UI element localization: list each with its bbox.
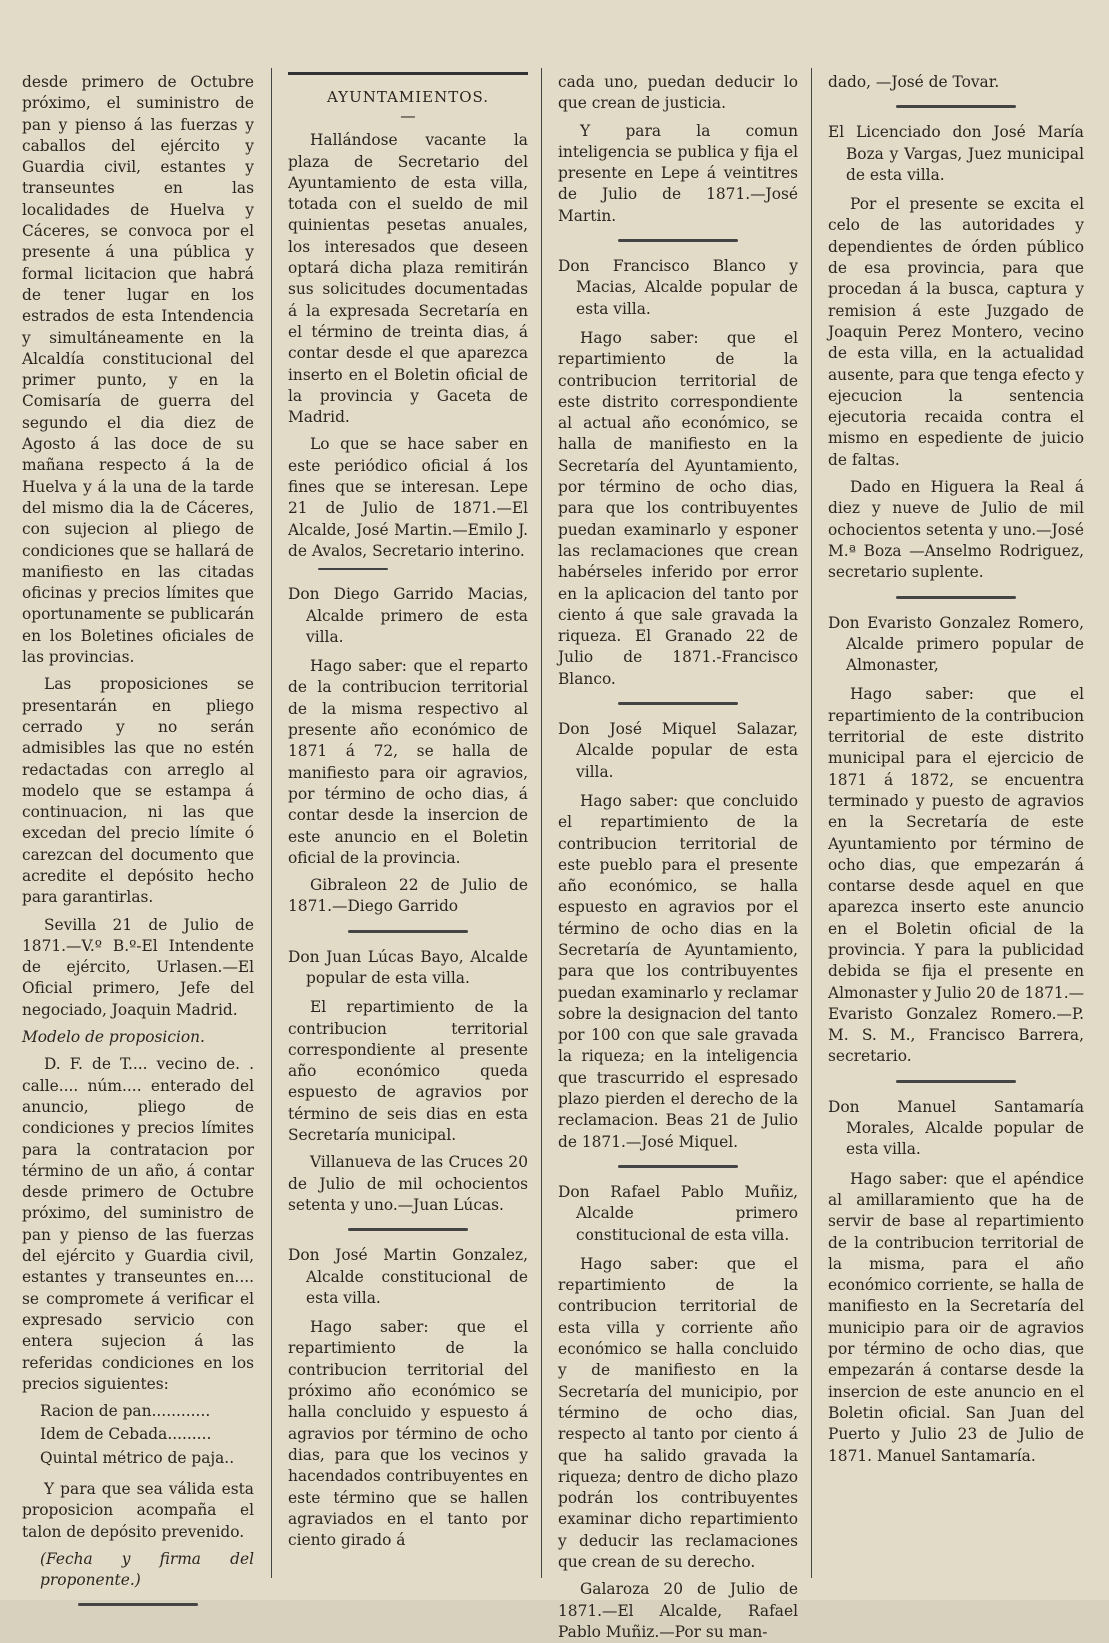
separator-rule bbox=[618, 239, 738, 242]
paragraph: Lo que se hace saber en este periódico oficial á los fines que se interesan. Lepe 21 de Julio de 1871.—El Alcalde, José Martin.—Emilo J. de Avalos, Secretario interino. bbox=[288, 435, 528, 560]
column-1 bbox=[22, 72, 254, 1590]
column-3 bbox=[558, 72, 798, 1641]
column-4 bbox=[828, 72, 1084, 1572]
notice-header: Don Rafael Pablo Muñiz, Alcalde primero constitucional de esta villa. bbox=[558, 1182, 798, 1244]
separator-rule bbox=[896, 105, 1016, 108]
notice-header: Don José Miquel Salazar, Alcalde popular de esta villa. bbox=[558, 720, 798, 781]
paragraph: Las proposiciones se presentarán en pliego cerrado y no serán admisibles las que no estén redactadas con arreglo al modelo que se estampa á continuacion, ni las que excedan del precio límite ó carezcan del documento que acredite el depósito hecho para garantirlas. bbox=[22, 675, 254, 907]
paragraph: Gibraleon 22 de Julio de 1871.—Diego Garrido bbox=[288, 876, 528, 916]
top-rule bbox=[288, 72, 528, 75]
notice-header: Don Evaristo Gonzalez Romero, Alcalde primero popular de Almonaster, bbox=[828, 613, 1084, 675]
separator-rule bbox=[318, 568, 388, 570]
separator-rule bbox=[348, 930, 468, 933]
paragraph: Villanueva de las Cruces 20 de Julio de mil ochocientos setenta y uno.—Juan Lúcas. bbox=[288, 1153, 528, 1214]
notice-header: El Licenciado don José María Boza y Vargas, Juez municipal de esta villa. bbox=[828, 123, 1084, 184]
paragraph: Hallándose vacante la plaza de Secretario del Ayuntamiento de esta villa, totada con el sueldo de mil quinientas pesetas anuales, los interesados que deseen optará dicha plaza remitirán sus solicitudes documentadas á la expresada Secretaría en el término de treinta dias, á contar desde el que aparezca inserto en el Boletin oficial de la provincia y Gaceta de Madrid. bbox=[288, 131, 528, 427]
paragraph: Hago saber: que el apéndice al amillaramiento que ha de servir de base al repartimiento de la contribucion territorial de la misma, para el año económico corriente, se halla de manifiesto en la Secretaría del municipio para oir de agravios por término de ocho dias, que empezarán á contarse desde la insercion de este anuncio en el Boletin oficial. San Juan del Puerto y Julio 23 de Julio de 1871. Manuel Santamaría. bbox=[828, 1169, 1084, 1465]
list-item: Racion de pan............ bbox=[40, 1402, 211, 1421]
paragraph: Por el presente se excita el celo de las autoridades y dependientes de órden público de esa provincia, para que procedan á la busca, captura y remision á este Juzgado de Joaquin Perez Montero, vecino de esta villa, en la actualidad ausente, para que tenga efecto y ejecucion la sentencia ejecutoria recaida contra el mismo en espediente de juicio de faltas. bbox=[828, 195, 1084, 469]
notice-header: Don Juan Lúcas Bayo, Alcalde popular de esta villa. bbox=[288, 947, 528, 987]
paragraph: Hago saber: que el repartimiento de la contribucion territorial de esta villa y corriente año económico se halla concluido y de manifiesto en la Secretaría del municipio, por término de ocho dias, respecto al tanto por ciento á que ha salido gravada la riqueza; dentro de dicho plazo podrán los contribuyentes examinar dicho repartimiento y deducir las reclamaciones que crean de su derecho. bbox=[558, 1254, 798, 1571]
paragraph: Sevilla 21 de Julio de 1871.—V.º B.º-El Intendente de ejército, Urlasen.—El Oficial primero, Jefe del negociado, Joaquin Madrid. bbox=[22, 915, 254, 1019]
separator-rule bbox=[618, 1165, 738, 1168]
separator-rule bbox=[78, 1603, 198, 1606]
notice-header: Don Francisco Blanco y Macias, Alcalde popular de esta villa. bbox=[558, 257, 798, 318]
column-2 bbox=[288, 72, 528, 1572]
paragraph: D. F. de T.... vecino de. . calle.... núm.... enterado del anuncio, pliego de condiciones y precios límites para la contratacion por término de un año, á contar desde primero de Octubre próximo, del suministro de pan y pienso de las fuerzas del ejército y Guardia civil, estantes y transeuntes en.... se compromete á verificar el expresado servicio con entera sujecion á las referidas condiciones en los precios siguientes: bbox=[22, 1055, 254, 1393]
paragraph: desde primero de Octubre próximo, el suministro de pan y pienso á las fuerzas y caballos del ejército y Guardia civil, estantes y transeuntes en las localidades de Huelva y Cáceres, se convoca por el presente á una pública y formal licitacion que habrá de tener lugar en los estrados de esta Intendencia y simultáneamente en la Alcaldía constitucional del primer punto, y en la Comisaría de guerra del segundo el dia diez de Agosto á las doce de su mañana respecto á la de Huelva y á la una de la tarde del mismo dia la de Cáceres, con sujecion al pliego de condiciones que se hallará de manifiesto en las citadas oficinas y precios límites que oportunamente se publicarán en los Boletines oficiales de las provincias. bbox=[22, 73, 254, 667]
column-divider bbox=[811, 68, 812, 1578]
paragraph: Y para que sea válida esta proposicion acompaña el talon de depósito prevenido. bbox=[22, 1480, 254, 1541]
notice-header: Don Manuel Santamaría Morales, Alcalde popular de esta villa. bbox=[828, 1097, 1084, 1159]
paragraph: cada uno, puedan deducir lo que crean de justicia. bbox=[558, 73, 798, 113]
list-item: Quintal métrico de paja.. bbox=[40, 1448, 235, 1467]
list-item: Idem de Cebada......... bbox=[40, 1425, 212, 1444]
paragraph: Y para la comun inteligencia se publica y fija el presente en Lepe á veintitres de Julio de 1871.—José Martin. bbox=[558, 121, 798, 225]
separator-rule bbox=[618, 702, 738, 705]
paragraph: dado, —José de Tovar. bbox=[828, 73, 1000, 91]
paragraph: El repartimiento de la contribucion territorial correspondiente al presente año económico queda espuesto de agravios por término de seis dias en esta Secretaría municipal. bbox=[288, 998, 528, 1145]
title-dash: — bbox=[400, 107, 416, 126]
paragraph: Hago saber: que el repartimiento de la contribucion territorial del próximo año económico se halla concluido y espuesto á agravios por término de ocho dias, para que los vecinos y hacendados contribuyentes en este término que se hallen agraviados en el tanto por ciento girado á bbox=[288, 1318, 528, 1550]
signature-line: (Fecha y firma del proponente.) bbox=[40, 1549, 254, 1590]
paragraph: Dado en Higuera la Real á diez y nueve de Julio de mil ochocientos setenta y uno.—José M.ª Boza —Anselmo Rodriguez, secretario suplente. bbox=[828, 478, 1084, 582]
separator-rule bbox=[348, 1228, 468, 1231]
paragraph: Hago saber: que el reparto de la contribucion territorial de la misma respectivo al presente año económico de 1871 á 72, se halla de manifiesto para oir agravios, por término de ocho dias, á contar desde la insercion de este anuncio en el Boletin oficial de la provincia. bbox=[288, 657, 528, 867]
notice-header: Don José Martin Gonzalez, Alcalde constitucional de esta villa. bbox=[288, 1246, 528, 1307]
column-divider bbox=[271, 68, 272, 1578]
paragraph: Galaroza 20 de Julio de 1871.—El Alcalde, Rafael Pablo Muñiz.—Por su man- bbox=[558, 1580, 798, 1641]
column-divider bbox=[541, 68, 542, 1578]
section-title: AYUNTAMIENTOS. bbox=[326, 88, 490, 106]
paragraph: Hago saber: que el repartimiento de la contribucion territorial de este distrito municipal para el ejercicio de 1871 á 1872, se encuentra terminado y puesto de agravios en la Secretaría de este Ayuntamiento por término de ocho dias, que empezarán á contarse desde aquel en que aparezca inserto este anuncio en el Boletin oficial de la provincia. Y para la publicidad debida se fija el presente en Almonaster y Julio 20 de 1871.—Evaristo Gonzalez Romero.—P. M. S. M., Francisco Barrera, secretario. bbox=[828, 685, 1084, 1066]
separator-rule bbox=[896, 1080, 1016, 1083]
separator-rule bbox=[896, 596, 1016, 599]
price-list bbox=[22, 1401, 254, 1469]
paragraph: Hago saber: que concluido el repartimiento de la contribucion territorial de este pueblo para el presente año económico, se halla espuesto en agravios por el término de ocho dias en la Secretaría de Ayuntamiento, para que los contribuyentes puedan examinarlo y reclamar sobre la designacion del tanto por 100 con que sale gravada la riqueza; en la inteligencia que trascurrido el espresado plazo pierden el derecho de la reclamacion. Beas 21 de Julio de 1871.—José Miquel. bbox=[558, 791, 798, 1151]
notice-header: Don Diego Garrido Macias, Alcalde primero de esta villa. bbox=[288, 585, 528, 646]
paragraph: Hago saber: que el repartimiento de la contribucion territorial de este distrito correspondiente al actual año económico, se halla de manifiesto en la Secretaría del Ayuntamiento, por término de ocho dias, para que los contribuyentes puedan examinarlo y esponer las reclamaciones que crean habérseles inferido por error en la aplicacion del tanto por ciento á que sale gravada la riqueza. El Granado 22 de Julio de 1871.-Francisco Blanco. bbox=[558, 328, 798, 688]
model-title: Modelo de proposicion. bbox=[22, 1028, 205, 1047]
